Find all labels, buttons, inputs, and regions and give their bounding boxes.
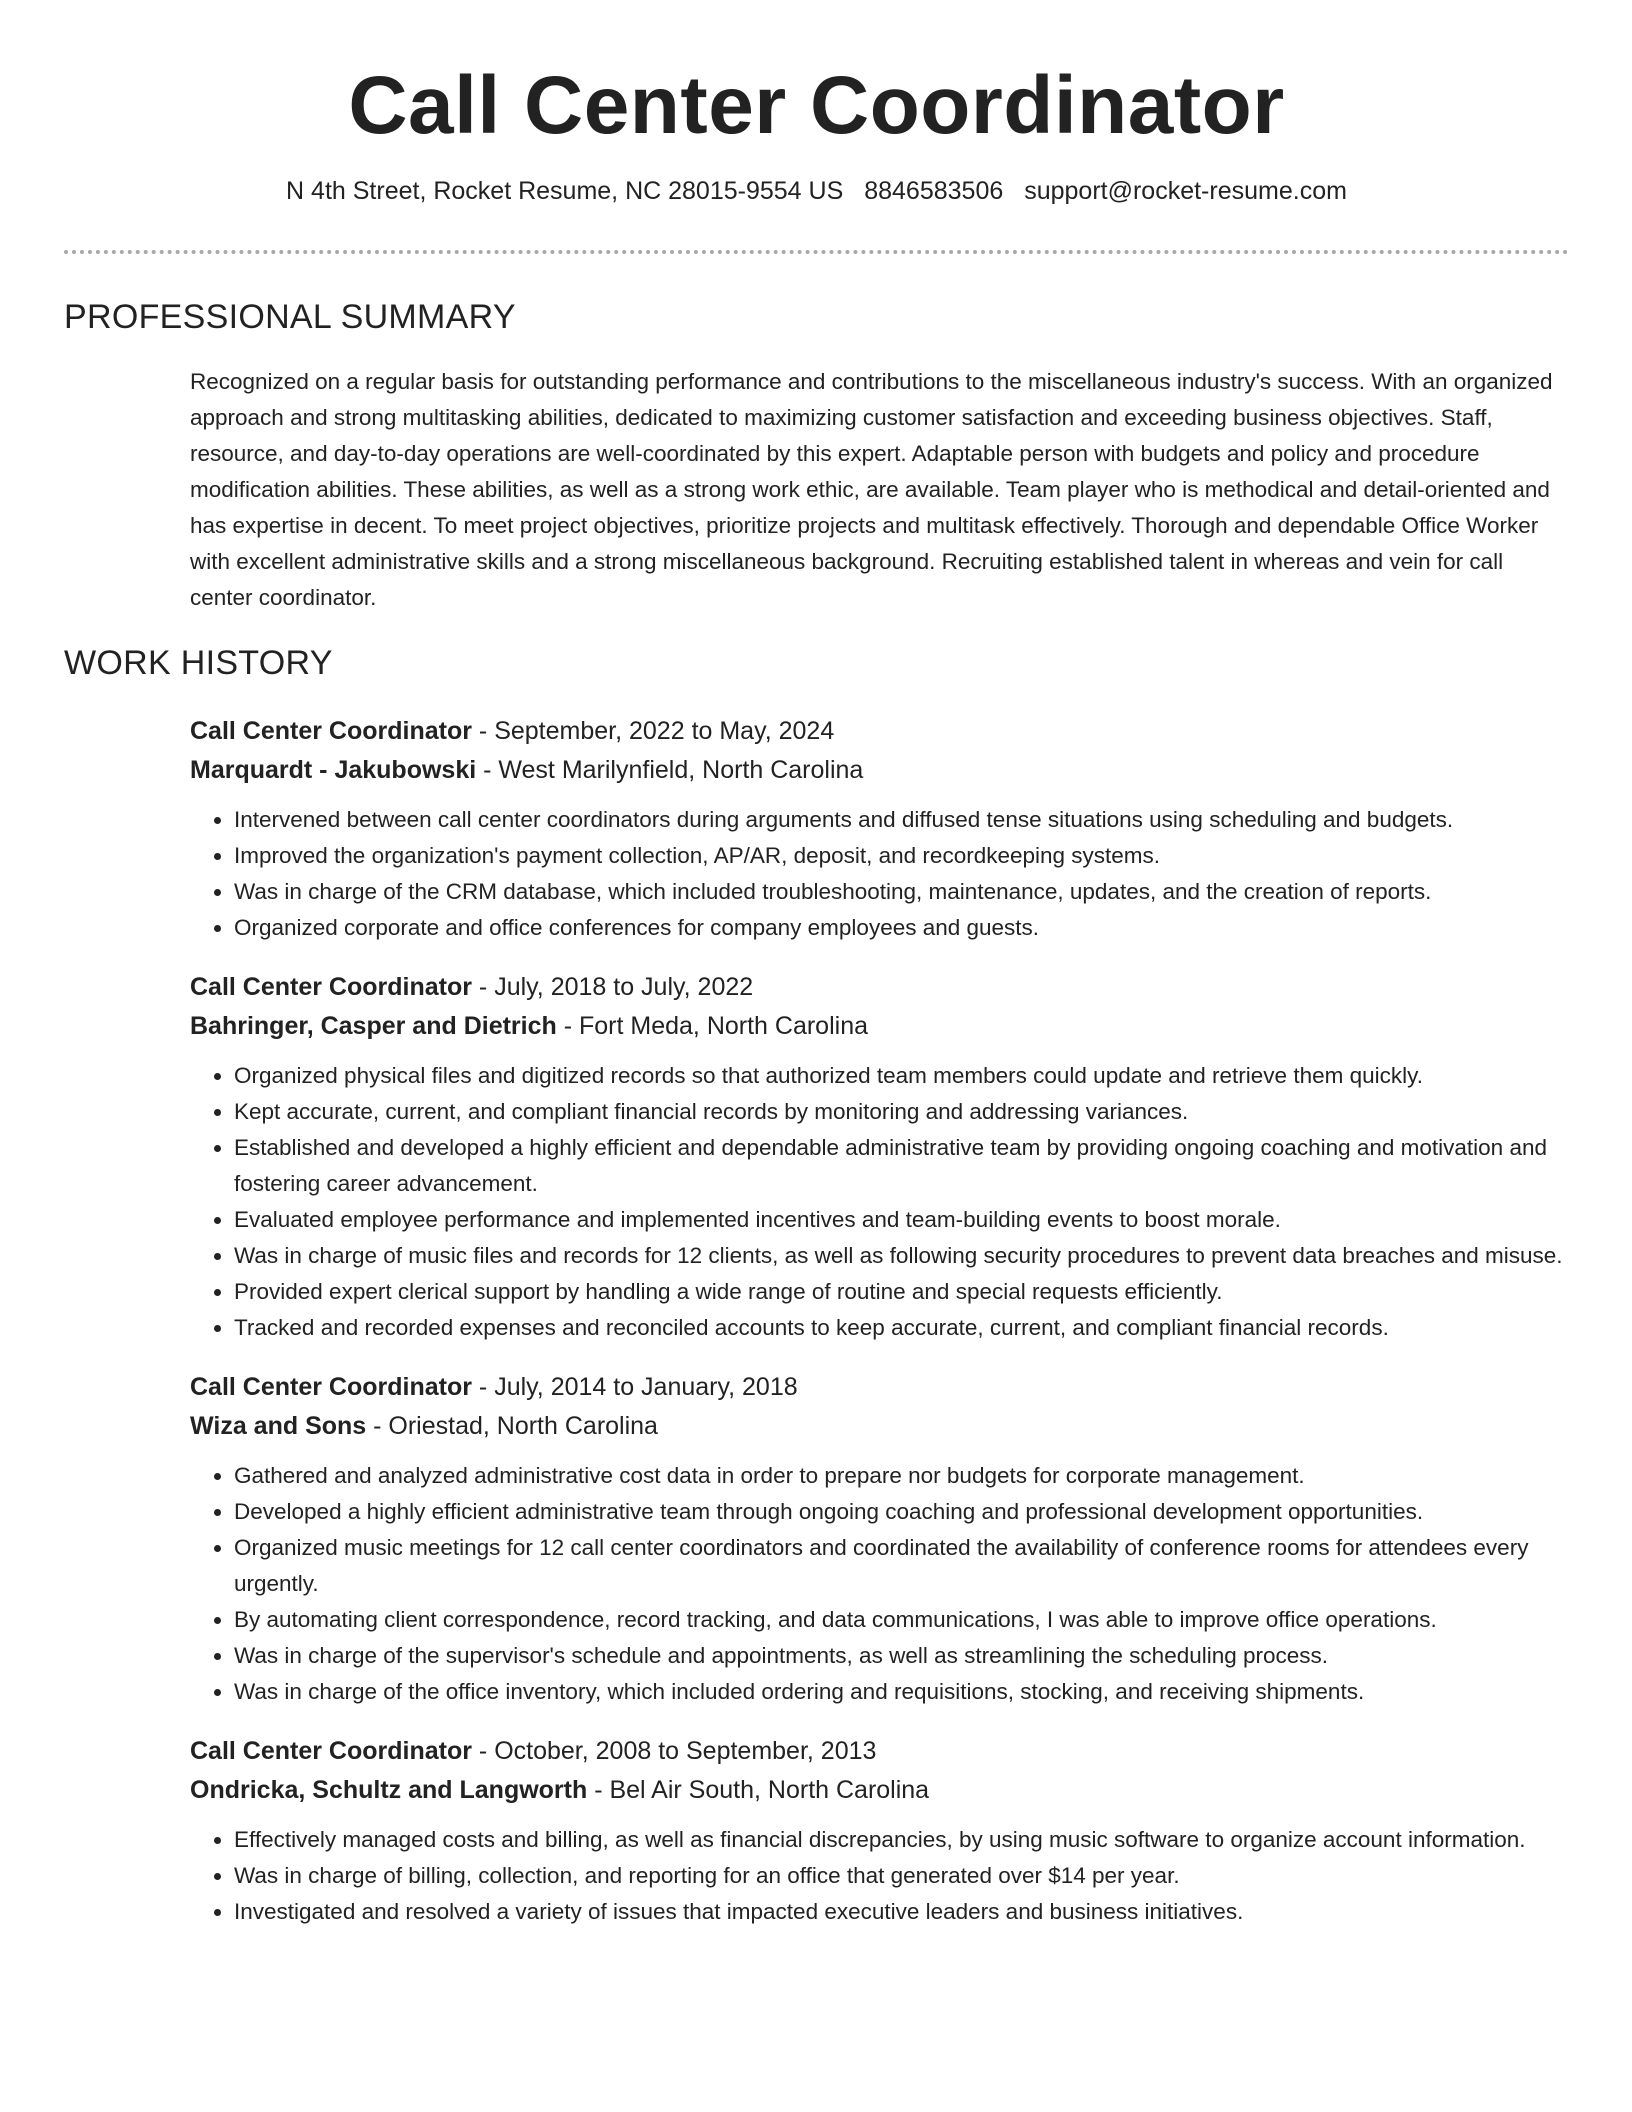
job-bullet: • Kept accurate, current, and compliant financial records by monitoring and addressing variances.	[234, 1094, 1570, 1130]
job-company-line	[190, 751, 1570, 790]
job-bullet: • Evaluated employee performance and implemented incentives and team-building events to boost morale.	[234, 1202, 1570, 1238]
job-title-line	[190, 968, 1570, 1007]
job-bullet: • Effectively managed costs and billing, as well as financial discrepancies, by using music software to organize account information.	[234, 1822, 1570, 1858]
job-dates: - October, 2008 to September, 2013	[471, 1737, 877, 1765]
job-bullet: • Organized physical files and digitized records so that authorized team members could update and retrieve them quickly.	[234, 1058, 1570, 1094]
job-bullet: • Provided expert clerical support by handling a wide range of routine and special requests efficiently.	[234, 1274, 1570, 1310]
job-dates: - July, 2014 to January, 2018	[471, 1373, 798, 1401]
job-entry	[190, 968, 1570, 1346]
job-bullet: • Was in charge of billing, collection, and reporting for an office that generated over $14 per year.	[234, 1858, 1570, 1894]
contact-email: support@rocket-resume.com	[1024, 177, 1347, 205]
job-title: Call Center Coordinator	[190, 1373, 472, 1401]
job-company: Ondricka, Schultz and Langworth	[190, 1776, 588, 1804]
job-bullet: • Intervened between call center coordinators during arguments and diffused tense situations using scheduling and budgets.	[234, 802, 1570, 838]
job-bullet: • Tracked and recorded expenses and reconciled accounts to keep accurate, current, and compliant financial records.	[234, 1310, 1570, 1346]
contact-line	[64, 176, 1569, 206]
header-divider	[64, 250, 1569, 254]
job-entry	[190, 1732, 1570, 1930]
job-bullet: • Was in charge of the CRM database, which included troubleshooting, maintenance, updates, and the creation of reports.	[234, 874, 1570, 910]
job-company: Wiza and Sons	[190, 1412, 367, 1440]
job-company-line	[190, 1771, 1570, 1810]
job-bullet: • Improved the organization's payment collection, AP/AR, deposit, and recordkeeping systems.	[234, 838, 1570, 874]
contact-address: N 4th Street, Rocket Resume, NC 28015-9554 US	[286, 177, 844, 205]
job-company-line	[190, 1007, 1570, 1046]
job-bullet: • Developed a highly efficient administrative team through ongoing coaching and professional development opportunities.	[234, 1494, 1570, 1530]
job-bullet: • Investigated and resolved a variety of issues that impacted executive leaders and business initiatives.	[234, 1894, 1570, 1930]
job-bullets	[190, 802, 1570, 946]
job-bullet: • By automating client correspondence, record tracking, and data communications, I was able to improve office operations.	[234, 1602, 1570, 1638]
job-location: - Oriestad, North Carolina	[366, 1412, 658, 1440]
job-location: - Bel Air South, North Carolina	[587, 1776, 930, 1804]
job-bullet: • Organized music meetings for 12 call center coordinators and coordinated the availability of conference rooms for attendees every urgently.	[234, 1530, 1570, 1602]
job-title: Call Center Coordinator	[190, 1737, 472, 1765]
job-title-line	[190, 1732, 1570, 1771]
job-location: - Fort Meda, North Carolina	[556, 1012, 868, 1040]
job-location: - West Marilynfield, North Carolina	[476, 756, 864, 784]
candidate-name: Call Center Coordinator	[348, 60, 1285, 151]
job-company-line	[190, 1407, 1570, 1446]
job-bullets	[190, 1458, 1570, 1710]
job-bullet: • Was in charge of music files and records for 12 clients, as well as following security procedures to prevent data breaches and misuse.	[234, 1238, 1570, 1274]
contact-phone: 8846583506	[864, 177, 1004, 205]
summary-text: Recognized on a regular basis for outstanding performance and contributions to the miscellaneous industry's success. With an organized approach and strong multitasking abilities, dedicated to maximizing customer satisfaction and exceeding business objectives. Staff, resource, and day-to-day operations are well-coordinated by this expert. Adaptable person with budgets and policy and procedure modification abilities. These abilities, as well as a strong work ethic, are available. Team player who is methodical and detail-oriented and has expertise in decent. To meet project objectives, prioritize projects and multitask effectively. Thorough and dependable Office Worker with excellent administrative skills and a strong miscellaneous background. Recruiting established talent in whereas and vein for call center coordinator.	[190, 369, 1553, 610]
work-history-heading: WORK HISTORY	[64, 644, 333, 682]
job-title-line	[190, 1368, 1570, 1407]
job-title: Call Center Coordinator	[190, 717, 472, 745]
job-company: Bahringer, Casper and Dietrich	[190, 1012, 557, 1040]
job-bullet: • Gathered and analyzed administrative cost data in order to prepare nor budgets for corporate management.	[234, 1458, 1570, 1494]
job-bullet: • Organized corporate and office conferences for company employees and guests.	[234, 910, 1570, 946]
summary-heading: PROFESSIONAL SUMMARY	[64, 298, 516, 336]
job-bullets	[190, 1822, 1570, 1930]
job-dates: - July, 2018 to July, 2022	[471, 973, 754, 1001]
job-entry	[190, 1368, 1570, 1710]
job-bullet: • Was in charge of the office inventory, which included ordering and requisitions, stocking, and receiving shipments.	[234, 1674, 1570, 1710]
job-bullet: • Was in charge of the supervisor's schedule and appointments, as well as streamlining the scheduling process.	[234, 1638, 1570, 1674]
job-dates: - September, 2022 to May, 2024	[471, 717, 835, 745]
job-title: Call Center Coordinator	[190, 973, 472, 1001]
job-title-line	[190, 712, 1570, 751]
job-entry	[190, 712, 1570, 946]
job-bullet: • Established and developed a highly efficient and dependable administrative team by providing ongoing coaching and motivation and fostering career advancement.	[234, 1130, 1570, 1202]
resume-page	[64, 0, 1569, 1924]
job-bullets	[190, 1058, 1570, 1346]
job-list	[190, 712, 1570, 1952]
job-company: Marquardt - Jakubowski	[190, 756, 477, 784]
